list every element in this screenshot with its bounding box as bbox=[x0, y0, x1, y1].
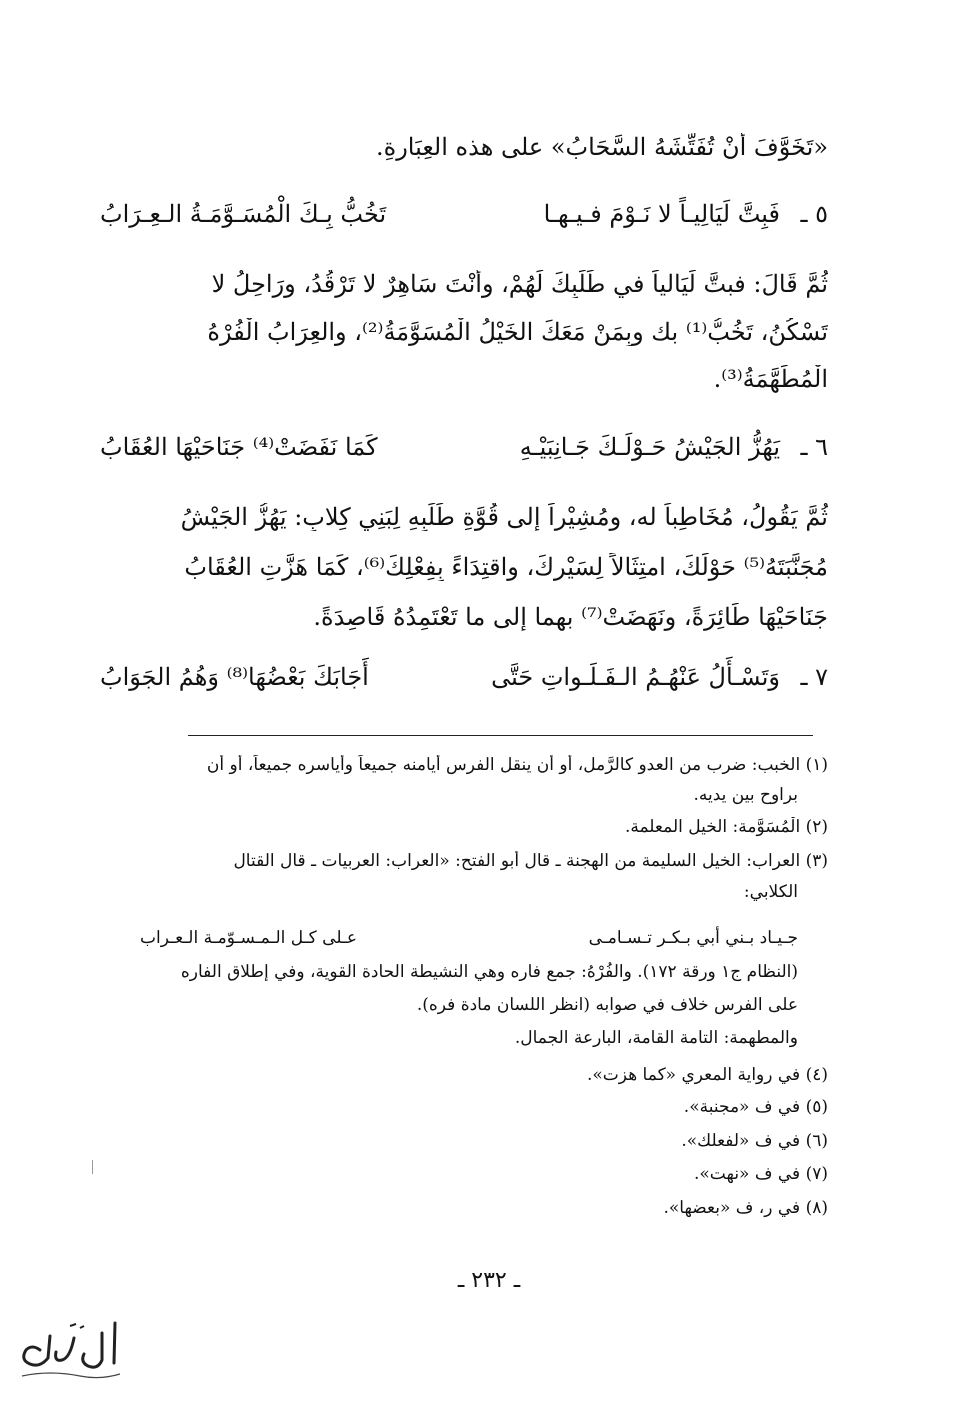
verse-number: ٦ ـ bbox=[800, 433, 828, 461]
footnote-6: (٦) في ف «لفعلك». bbox=[681, 1131, 828, 1151]
footnote-3-line: الكلابي: bbox=[743, 882, 798, 902]
verse-first-hemistich: جـيـاد بـني أبي بـكـر تـسـامـى bbox=[588, 928, 798, 948]
verse-first-hemistich: وَتَسْـأَلُ عَنْهُـمُ الـفَـلَـواتِ حَتَّى bbox=[491, 663, 780, 691]
footnote-3-verse bbox=[140, 928, 798, 948]
paragraph-line: الْمُطَهَّمَةُ⁽³⁾. bbox=[713, 365, 828, 393]
footnote-7: (٧) في ف «نهت». bbox=[693, 1164, 828, 1184]
verse-first-hemistich: يَهُزُّ الجَيْشُ حَـوْلَـكَ جَـانِبَيْـهِ bbox=[519, 433, 780, 461]
footnote-4: (٤) في رواية المعري «كما هزت». bbox=[587, 1065, 828, 1085]
footnote-5: (٥) في ف «مجنبة». bbox=[683, 1097, 828, 1117]
verse-second-hemistich: أَجَابَكَ بَعْضُهَا⁽⁸⁾ وَهُمُ الجَوَابُ bbox=[100, 663, 369, 691]
footnote-3-line: على الفرس خلاف في صوابه (انظر اللسان مادة فره). bbox=[416, 995, 798, 1015]
paragraph-line: ثُمَّ يَقُولُ، مُخَاطِباً له، ومُشِيْراً إلى قُوَّةِ طَلَبِهِ لِبَنِي كِلابٍ: يَهُزُّ الجَيْشُ bbox=[180, 503, 828, 531]
paragraph-line: جَنَاحَيْهَا طَائِرَةً، ونَهَضَتْ⁽⁷⁾ بهما إلى ما تَعْتَمِدُهُ قَاصِدَةً. bbox=[313, 603, 828, 631]
intro-line: «تَخَوَّفَ أَنْ تُفَتِّشَهُ السَّحَابُ» على هذه العِبَارةِ. bbox=[375, 133, 828, 161]
footnote-3-line: (٣) العراب: الخيل السليمة من الهجنة ـ قال أبو الفتح: «العراب: العربيات ـ قال القتال bbox=[233, 851, 828, 871]
footnote-2: (٢) الْمُسَوَّمة: الخيل المعلمة. bbox=[624, 817, 828, 837]
paragraph-line: مُجَنَّبَتَهُ⁽⁵⁾ حَوْلَكَ، امتِثَالاً لِسَيْرِكَ، واقتِدَاءً بِفِعْلِكَ⁽⁶⁾، كَمَا هَزَّتِ العُقَابُ bbox=[184, 553, 828, 581]
verse-7 bbox=[100, 663, 828, 691]
paragraph-line: تَسْكُنُ، تَخُبُّ⁽¹⁾ بك وبِمَنْ مَعَكَ الخَيْلُ الْمُسَوَّمَةُ⁽²⁾، والعِرَابُ الْفُرْهُ bbox=[207, 318, 828, 346]
verse-first-hemistich: فَبِتَّ لَيَالِيـاً لا نَـوْمَ فـيـهـا bbox=[543, 200, 780, 228]
calligraphy-stamp bbox=[10, 1318, 130, 1388]
footnote-1-line: (١) الخبب: ضرب من العدو كالرَّمل، أو أن ينقل الفرس أيامنه جميعاً وأياسره جميعاً، أو أن bbox=[206, 755, 828, 775]
verse-number: ٥ ـ bbox=[800, 200, 828, 228]
verse-second-hemistich: عـلى كـل الـمـسـوّمـة الـعـراب bbox=[140, 928, 358, 948]
verse-second-hemistich: كَمَا نَفَضَتْ⁽⁴⁾ جَنَاحَيْهَا العُقَابُ bbox=[100, 433, 378, 461]
margin-mark bbox=[92, 1160, 95, 1174]
verse-6 bbox=[100, 433, 828, 461]
footnote-separator bbox=[188, 735, 813, 736]
verse-second-hemistich: تَخُبُّ بِـكَ الْمُسَـوَّمَـةُ الـعِـرَابُ bbox=[100, 200, 387, 228]
footnote-8: (٨) في ر، ف «بعضها». bbox=[663, 1198, 828, 1218]
footnote-3-line: (النظام ج١ ورقة ١٧٢). والفُرْهُ: جمع فاره وهي النشيطة الحادة القوية، وفي إطلاق الفاره bbox=[180, 962, 798, 982]
footnote-3-line: والمطهمة: التامة القامة، البارعة الجمال. bbox=[514, 1028, 798, 1048]
page-number: ـ ٢٣٢ ـ bbox=[457, 1268, 521, 1293]
verse-5 bbox=[100, 200, 828, 228]
footnote-1-line: براوح بين يديه. bbox=[693, 785, 798, 805]
paragraph-line: ثُمَّ قَالَ: فبتَّ لَيَالياً في طَلَبِكَ لَهُمْ، وأَنْتَ سَاهِرٌ لا تَرْقُدُ، ورَاحِلُ لا bbox=[211, 270, 828, 298]
verse-number: ٧ ـ bbox=[800, 663, 828, 691]
